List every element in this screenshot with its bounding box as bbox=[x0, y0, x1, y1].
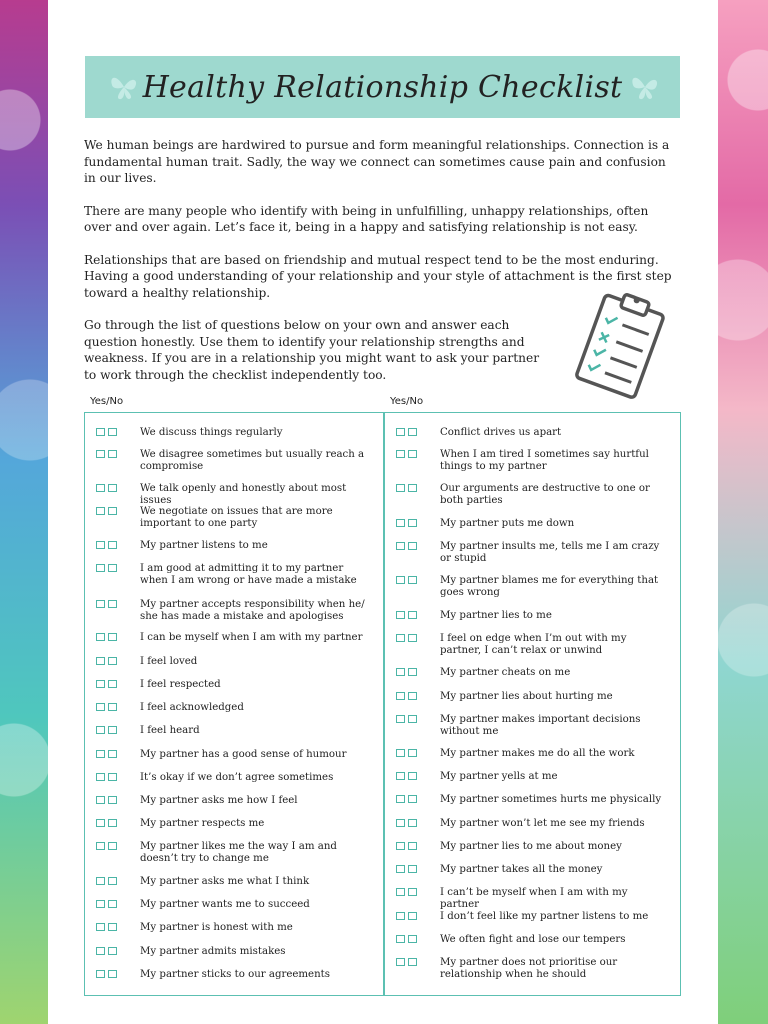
yes-no-header: Yes/No bbox=[90, 396, 124, 407]
no-checkbox[interactable] bbox=[408, 611, 417, 619]
checklist-item-label: My partner is honest with me bbox=[140, 922, 293, 933]
yes-checkbox[interactable] bbox=[396, 484, 405, 492]
checklist-item-label: Conflict drives us apart bbox=[440, 427, 562, 438]
yes-checkbox[interactable] bbox=[396, 935, 405, 943]
no-checkbox[interactable] bbox=[108, 947, 117, 955]
checklist-item-label: My partner wants me to succeed bbox=[140, 899, 310, 910]
no-checkbox[interactable] bbox=[108, 703, 117, 711]
yes-no-checkboxes bbox=[396, 484, 417, 492]
yes-checkbox[interactable] bbox=[96, 796, 105, 804]
yes-no-checkboxes bbox=[96, 564, 117, 572]
checklist-item-label: My partner lies to me bbox=[440, 610, 552, 621]
yes-checkbox[interactable] bbox=[396, 715, 405, 723]
checklist-item-label: I am good at admitting it to my partner when I am wrong or have made a mistake bbox=[140, 563, 357, 586]
no-checkbox[interactable] bbox=[108, 726, 117, 734]
yes-no-checkboxes bbox=[96, 750, 117, 758]
checklist-item-label: I feel on edge when I’m out with my partner, I can’t relax or unwind bbox=[440, 633, 627, 656]
no-checkbox[interactable] bbox=[408, 772, 417, 780]
yes-no-checkboxes bbox=[396, 576, 417, 584]
page-title: Healthy Relationship Checklist bbox=[142, 69, 623, 105]
yes-checkbox[interactable] bbox=[96, 428, 105, 436]
checklist-item-label: My partner lies about hurting me bbox=[440, 691, 613, 702]
no-checkbox[interactable] bbox=[408, 715, 417, 723]
yes-no-checkboxes bbox=[96, 726, 117, 734]
yes-no-checkboxes bbox=[96, 947, 117, 955]
checklist-item-label: My partner listens to me bbox=[140, 540, 268, 551]
no-checkbox[interactable] bbox=[408, 865, 417, 873]
yes-no-checkboxes bbox=[96, 541, 117, 549]
checklist-item-label: My partner makes important decisions without me bbox=[440, 714, 641, 737]
yes-checkbox[interactable] bbox=[96, 633, 105, 641]
yes-checkbox[interactable] bbox=[96, 450, 105, 458]
checklist-item-label: My partner admits mistakes bbox=[140, 946, 286, 957]
checklist-table bbox=[84, 412, 681, 996]
checklist-item-label: My partner yells at me bbox=[440, 771, 558, 782]
no-checkbox[interactable] bbox=[408, 428, 417, 436]
yes-checkbox[interactable] bbox=[96, 541, 105, 549]
yes-no-checkboxes bbox=[96, 600, 117, 608]
no-checkbox[interactable] bbox=[408, 935, 417, 943]
yes-no-checkboxes bbox=[96, 507, 117, 515]
intro-paragraph: There are many people who identify with being in unfulfilling, unhappy relationships, often over and over again. Let’s face it, being in a happy and satisfying relationship is not easy. bbox=[84, 203, 649, 234]
yes-checkbox[interactable] bbox=[396, 842, 405, 850]
checklist-item-label: My partner asks me how I feel bbox=[140, 795, 298, 806]
no-checkbox[interactable] bbox=[108, 507, 117, 515]
no-checkbox[interactable] bbox=[408, 749, 417, 757]
yes-no-checkboxes bbox=[396, 935, 417, 943]
title-banner bbox=[85, 56, 680, 118]
checklist-item-label: Our arguments are destructive to one or both parties bbox=[440, 483, 650, 506]
checklist-item-label: I feel respected bbox=[140, 679, 221, 690]
yes-no-checkboxes bbox=[396, 749, 417, 757]
yes-no-checkboxes bbox=[396, 668, 417, 676]
intro-paragraph: We human beings are hardwired to pursue and form meaningful relationships. Connection is a fundamental human trait. Sadly, the way we connect can sometimes cause pain and confusion in our lives. bbox=[84, 138, 670, 185]
checklist-item-label: My partner accepts responsibility when he/ she has made a mistake and apologises bbox=[140, 599, 365, 622]
no-checkbox[interactable] bbox=[108, 842, 117, 850]
no-checkbox[interactable] bbox=[108, 900, 117, 908]
checklist-item-label: I can’t be myself when I am with my partner bbox=[440, 887, 628, 910]
yes-checkbox[interactable] bbox=[96, 600, 105, 608]
butterfly-icon bbox=[628, 70, 662, 104]
no-checkbox[interactable] bbox=[108, 877, 117, 885]
checklist-item-label: My partner has a good sense of humour bbox=[140, 749, 347, 760]
checklist-item-label: I don’t feel like my partner listens to me bbox=[440, 911, 649, 922]
yes-checkbox[interactable] bbox=[96, 507, 105, 515]
yes-no-checkboxes bbox=[96, 923, 117, 931]
no-checkbox[interactable] bbox=[408, 450, 417, 458]
checklist-item-label: My partner takes all the money bbox=[440, 864, 603, 875]
yes-checkbox[interactable] bbox=[96, 923, 105, 931]
yes-checkbox[interactable] bbox=[396, 912, 405, 920]
checklist-item-label: My partner blames me for everything that goes wrong bbox=[440, 575, 659, 598]
no-checkbox[interactable] bbox=[108, 819, 117, 827]
yes-checkbox[interactable] bbox=[396, 668, 405, 676]
yes-checkbox[interactable] bbox=[96, 900, 105, 908]
yes-no-checkboxes bbox=[396, 428, 417, 436]
no-checkbox[interactable] bbox=[108, 633, 117, 641]
intro-paragraph: Relationships that are based on friendship and mutual respect tend to be the most enduring. Having a good understanding of your relationship and your style of attachment is the first step toward a healthy relationship. bbox=[84, 252, 672, 300]
yes-no-checkboxes bbox=[396, 634, 417, 642]
checklist-item-label: My partner cheats on me bbox=[440, 667, 571, 678]
column-divider bbox=[383, 413, 385, 995]
checklist-item-label: My partner likes me the way I am and doesn’t try to change me bbox=[140, 841, 337, 864]
yes-no-header: Yes/No bbox=[390, 396, 424, 407]
checklist-item-label: My partner asks me what I think bbox=[140, 876, 310, 887]
no-checkbox[interactable] bbox=[408, 819, 417, 827]
decorative-left-border bbox=[0, 0, 48, 1024]
no-checkbox[interactable] bbox=[408, 888, 417, 896]
yes-no-checkboxes bbox=[396, 888, 417, 896]
yes-checkbox[interactable] bbox=[96, 947, 105, 955]
yes-checkbox[interactable] bbox=[96, 703, 105, 711]
yes-checkbox[interactable] bbox=[396, 865, 405, 873]
no-checkbox[interactable] bbox=[408, 634, 417, 642]
yes-checkbox[interactable] bbox=[96, 680, 105, 688]
no-checkbox[interactable] bbox=[108, 796, 117, 804]
yes-no-checkboxes bbox=[96, 450, 117, 458]
checklist-item-label: My partner respects me bbox=[140, 818, 265, 829]
checklist-item-label: My partner does not prioritise our relationship when he should bbox=[440, 957, 618, 980]
butterfly-icon bbox=[107, 70, 141, 104]
checklist-item-label: I feel heard bbox=[140, 725, 200, 736]
checklist-item-label: We often fight and lose our tempers bbox=[440, 934, 626, 945]
no-checkbox[interactable] bbox=[408, 692, 417, 700]
yes-checkbox[interactable] bbox=[96, 877, 105, 885]
checklist-item-label: We negotiate on issues that are more important to one party bbox=[140, 506, 333, 529]
yes-checkbox[interactable] bbox=[96, 484, 105, 492]
no-checkbox[interactable] bbox=[408, 958, 417, 966]
yes-checkbox[interactable] bbox=[96, 842, 105, 850]
yes-no-checkboxes bbox=[96, 657, 117, 665]
decorative-right-border bbox=[718, 0, 768, 1024]
checklist-item-label: It’s okay if we don’t agree sometimes bbox=[140, 772, 334, 783]
no-checkbox[interactable] bbox=[108, 680, 117, 688]
yes-checkbox[interactable] bbox=[96, 564, 105, 572]
yes-no-checkboxes bbox=[96, 842, 117, 850]
yes-no-checkboxes bbox=[396, 795, 417, 803]
no-checkbox[interactable] bbox=[408, 842, 417, 850]
checklist-item-label: My partner lies to me about money bbox=[440, 841, 622, 852]
no-checkbox[interactable] bbox=[108, 541, 117, 549]
no-checkbox[interactable] bbox=[108, 450, 117, 458]
checklist-item-label: My partner won’t let me see my friends bbox=[440, 818, 645, 829]
yes-checkbox[interactable] bbox=[396, 958, 405, 966]
yes-checkbox[interactable] bbox=[396, 795, 405, 803]
no-checkbox[interactable] bbox=[108, 600, 117, 608]
yes-checkbox[interactable] bbox=[396, 749, 405, 757]
intro-paragraph: Go through the list of questions below on your own and answer each question honestly. Use them to identify your relationship strengths and weakness. If you are in a relationship you might want to ask your partner to work through the checklist independently too. bbox=[84, 318, 540, 382]
yes-no-checkboxes bbox=[96, 877, 117, 885]
no-checkbox[interactable] bbox=[408, 795, 417, 803]
yes-no-checkboxes bbox=[396, 542, 417, 550]
yes-no-checkboxes bbox=[96, 484, 117, 492]
yes-no-checkboxes bbox=[396, 819, 417, 827]
checklist-item-label: My partner sometimes hurts me physically bbox=[440, 794, 662, 805]
yes-checkbox[interactable] bbox=[396, 450, 405, 458]
no-checkbox[interactable] bbox=[408, 542, 417, 550]
yes-no-checkboxes bbox=[96, 796, 117, 804]
yes-checkbox[interactable] bbox=[96, 726, 105, 734]
checklist-item-label: My partner sticks to our agreements bbox=[140, 969, 330, 980]
yes-no-checkboxes bbox=[396, 611, 417, 619]
yes-no-checkboxes bbox=[96, 703, 117, 711]
yes-no-checkboxes bbox=[396, 842, 417, 850]
checklist-item-label: I feel loved bbox=[140, 656, 198, 667]
no-checkbox[interactable] bbox=[408, 912, 417, 920]
yes-checkbox[interactable] bbox=[396, 576, 405, 584]
yes-checkbox[interactable] bbox=[396, 519, 405, 527]
no-checkbox[interactable] bbox=[108, 970, 117, 978]
checklist-item-label: I can be myself when I am with my partner bbox=[140, 632, 363, 643]
yes-checkbox[interactable] bbox=[396, 888, 405, 896]
yes-no-checkboxes bbox=[96, 970, 117, 978]
checklist-item-label: My partner insults me, tells me I am crazy or stupid bbox=[440, 541, 660, 564]
yes-checkbox[interactable] bbox=[96, 970, 105, 978]
no-checkbox[interactable] bbox=[408, 668, 417, 676]
no-checkbox[interactable] bbox=[108, 750, 117, 758]
checklist-item-label: We disagree sometimes but usually reach a compromise bbox=[140, 449, 365, 472]
no-checkbox[interactable] bbox=[108, 657, 117, 665]
yes-no-checkboxes bbox=[396, 912, 417, 920]
yes-no-checkboxes bbox=[96, 900, 117, 908]
document-page bbox=[48, 0, 718, 1024]
yes-no-checkboxes bbox=[396, 958, 417, 966]
yes-checkbox[interactable] bbox=[396, 428, 405, 436]
yes-checkbox[interactable] bbox=[396, 819, 405, 827]
yes-no-checkboxes bbox=[396, 715, 417, 723]
no-checkbox[interactable] bbox=[108, 923, 117, 931]
yes-checkbox[interactable] bbox=[396, 692, 405, 700]
yes-checkbox[interactable] bbox=[96, 657, 105, 665]
checklist-item-label: We discuss things regularly bbox=[140, 427, 283, 438]
yes-checkbox[interactable] bbox=[96, 773, 105, 781]
checklist-item-label: My partner makes me do all the work bbox=[440, 748, 635, 759]
yes-checkbox[interactable] bbox=[396, 634, 405, 642]
checklist-item-label: My partner puts me down bbox=[440, 518, 575, 529]
yes-checkbox[interactable] bbox=[96, 819, 105, 827]
yes-checkbox[interactable] bbox=[96, 750, 105, 758]
no-checkbox[interactable] bbox=[108, 773, 117, 781]
checklist-item-label: When I am tired I sometimes say hurtful things to my partner bbox=[440, 449, 649, 472]
yes-no-checkboxes bbox=[96, 773, 117, 781]
yes-checkbox[interactable] bbox=[396, 611, 405, 619]
yes-no-checkboxes bbox=[96, 680, 117, 688]
yes-no-checkboxes bbox=[396, 450, 417, 458]
yes-checkbox[interactable] bbox=[396, 542, 405, 550]
yes-no-checkboxes bbox=[96, 428, 117, 436]
no-checkbox[interactable] bbox=[408, 519, 417, 527]
yes-no-checkboxes bbox=[396, 519, 417, 527]
yes-no-checkboxes bbox=[396, 865, 417, 873]
no-checkbox[interactable] bbox=[408, 484, 417, 492]
checklist-item-label: We talk openly and honestly about most issues bbox=[140, 483, 347, 506]
yes-no-checkboxes bbox=[96, 633, 117, 641]
yes-no-checkboxes bbox=[396, 772, 417, 780]
no-checkbox[interactable] bbox=[408, 576, 417, 584]
no-checkbox[interactable] bbox=[108, 564, 117, 572]
yes-checkbox[interactable] bbox=[396, 772, 405, 780]
clipboard-checklist-icon bbox=[563, 288, 675, 403]
no-checkbox[interactable] bbox=[108, 484, 117, 492]
checklist-item-label: I feel acknowledged bbox=[140, 702, 244, 713]
yes-no-checkboxes bbox=[96, 819, 117, 827]
yes-no-checkboxes bbox=[396, 692, 417, 700]
no-checkbox[interactable] bbox=[108, 428, 117, 436]
